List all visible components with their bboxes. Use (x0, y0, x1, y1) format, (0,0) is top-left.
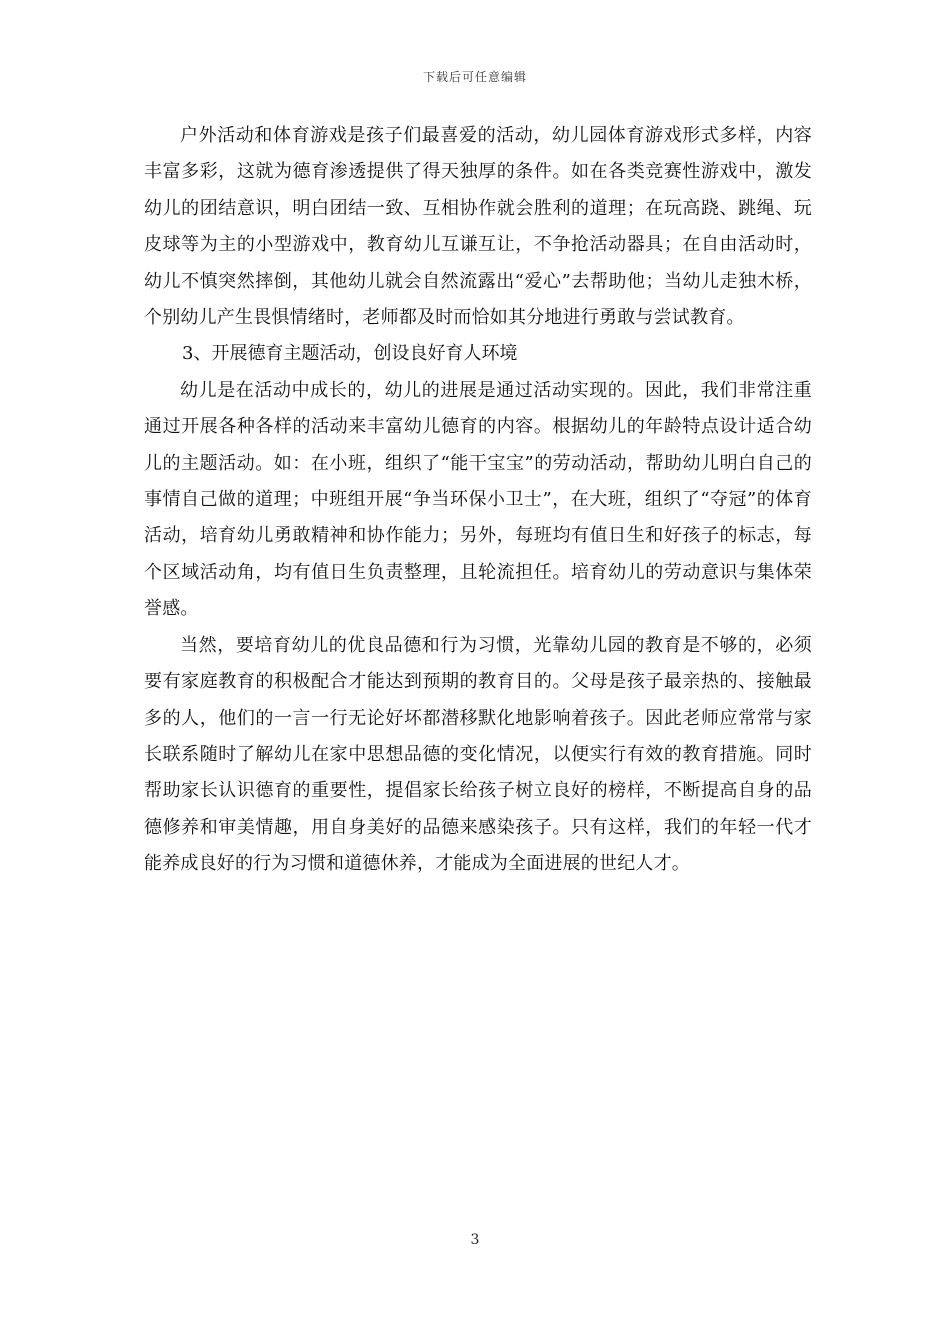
section-heading-3: 3、开展德育主题活动，创设良好育人环境 (182, 343, 518, 365)
paragraph-theme-activities: 幼儿是在活动中成长的，幼儿的进展是通过活动实现的。因此，我们非常注重通过开展各种各样的活动来丰富幼儿德育的内容。根据幼儿的年龄特点设计适合幼儿的主题活动。如：在小班，组织了“能干宝宝”的劳动活动，帮助幼儿明白自己的事情自己做的道理；中班组开展“争当环保小卫士”，在大班，组织了“夺冠”的体育活动，培育幼儿勇敢精神和协作能力；另外，每班均有值日生和好孩子的标志，每个区域活动角，均有值日生负责整理，且轮流担任。培育幼儿的劳动意识与集体荣誉感。 (144, 379, 812, 620)
paragraph-family-education: 当然，要培育幼儿的优良品德和行为习惯，光靠幼儿园的教育是不够的，必须要有家庭教育的积极配合才能达到预期的教育目的。父母是孩子最亲热的、接触最多的人，他们的一言一行无论好坏都潜移默化地影响着孩子。因此老师应常常与家长联系随时了解幼儿在家中思想品德的变化情况，以便实行有效的教育措施。同时帮助家长认识德育的重要性，提倡家长给孩子树立良好的榜样，不断提高自身的品德修养和审美情趣，用自身美好的品德来感染孩子。只有这样，我们的年轻一代才能养成良好的行为习惯和道德休养，才能成为全面进展的世纪人才。 (144, 634, 812, 875)
paragraph-outdoor-activities: 户外活动和体育游戏是孩子们最喜爱的活动，幼儿园体育游戏形式多样，内容丰富多彩，这就为德育渗透提供了得天独厚的条件。如在各类竞赛性游戏中，激发幼儿的团结意识，明白团结一致、互相协作就会胜利的道理；在玩高跷、跳绳、玩皮球等为主的小型游戏中，教育幼儿互谦互让，不争抢活动器具；在自由活动时，幼儿不慎突然摔倒，其他幼儿就会自然流露出“爱心”去帮助他；当幼儿走独木桥，个别幼儿产生畏惧情绪时，老师都及时而恰如其分地进行勇敢与尝试教育。 (144, 125, 812, 329)
page-header-note: 下载后可任意编辑 (422, 70, 527, 84)
document-body (144, 118, 812, 883)
page-number: 3 (470, 1232, 480, 1248)
